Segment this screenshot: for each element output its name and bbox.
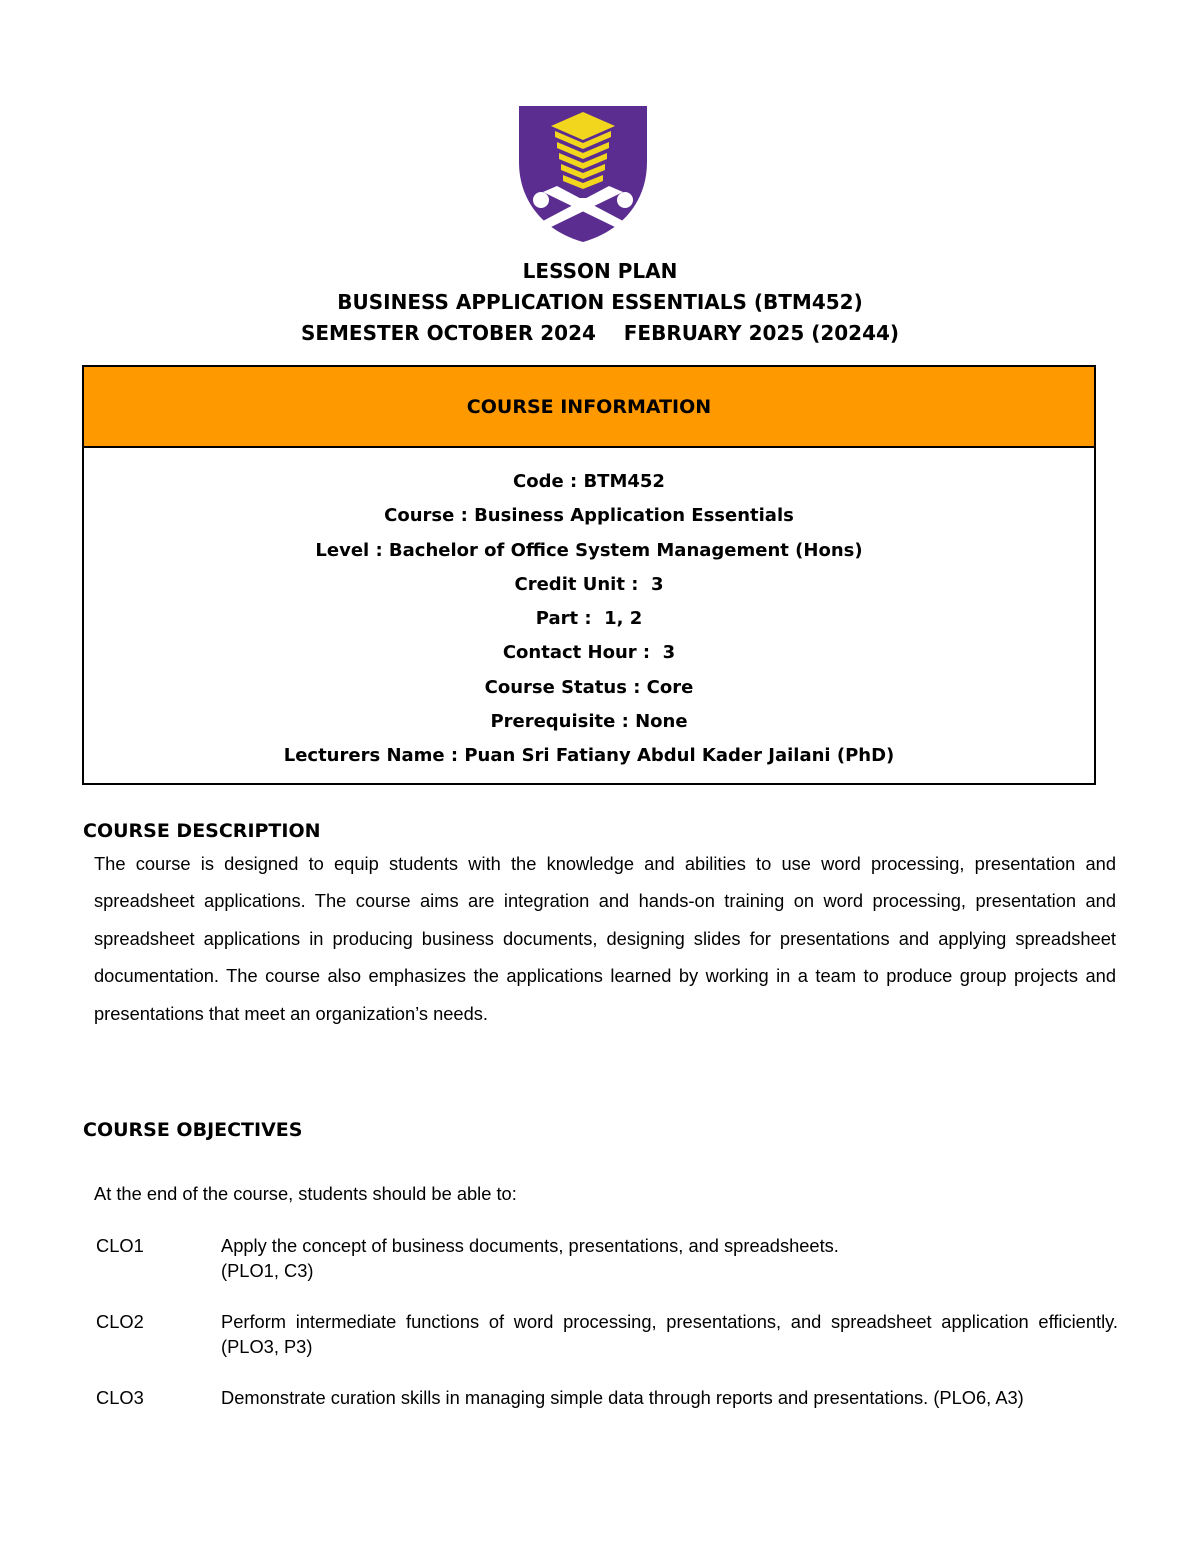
course-code: Code : BTM452 xyxy=(513,471,665,492)
clo-text: Perform intermediate functions of word processing, presentations, and spreadsheet application efficiently. (PLO3, P3) xyxy=(221,1311,1118,1357)
course-description-text: The course is designed to equip students with the knowledge and abilities to use word processing, presentation and spreadsheet applications. The course aims are integration and hands-on training on word processing, presentation and spreadsheet applications in producing business documents, designing slides for presentations and applying spreadsheet documentation. The course also emphasizes the applications learned by working in a team to produce group projects and presentations that meet an organization’s needs. xyxy=(94,853,1116,1024)
clo-item xyxy=(96,1233,1118,1283)
title-line-3: SEMESTER OCTOBER 2024 FEBRUARY 2025 (20244) xyxy=(300,321,900,345)
course-description-heading: COURSE DESCRIPTION xyxy=(83,820,321,842)
course-name: Course : Business Application Essentials xyxy=(384,505,794,527)
lecturer-name: Lecturers Name : Puan Sri Fatiany Abdul Kader Jailani (PhD) xyxy=(283,745,895,767)
lesson-plan-title xyxy=(0,256,1200,349)
clo-code: CLO3 xyxy=(96,1387,144,1408)
clo-reference: (PLO1, C3) xyxy=(221,1260,314,1281)
credit-unit: Credit Unit : 3 xyxy=(514,573,664,595)
course-objectives-heading: COURSE OBJECTIVES xyxy=(83,1119,303,1141)
clo-code: CLO1 xyxy=(96,1235,144,1256)
clo-item xyxy=(96,1385,1118,1410)
clo-code: CLO2 xyxy=(96,1311,144,1332)
course-information-body xyxy=(84,448,1094,774)
clo-description: Apply the concept of business documents, presentations, and spreadsheets. xyxy=(221,1235,839,1256)
course-information-table xyxy=(82,365,1096,785)
title-line-1: LESSON PLAN xyxy=(522,259,678,283)
prerequisite: Prerequisite : None xyxy=(490,711,688,733)
course-status: Course Status : Core xyxy=(484,676,694,698)
title-line-2: BUSINESS APPLICATION ESSENTIALS (BTM452) xyxy=(337,290,863,314)
clo-item xyxy=(96,1309,1118,1359)
contact-hour: Contact Hour : 3 xyxy=(502,642,676,664)
clo-text: Demonstrate curation skills in managing simple data through reports and presentations. (PLO6, A3) xyxy=(221,1387,1024,1408)
university-crest-icon xyxy=(497,82,669,252)
clo-text xyxy=(221,1233,1118,1283)
course-objectives-intro: At the end of the course, students should be able to: xyxy=(94,1183,517,1204)
course-part: Part : 1, 2 xyxy=(535,608,643,630)
course-level: Level : Bachelor of Office System Management (Hons) xyxy=(315,539,863,561)
course-information-heading: COURSE INFORMATION xyxy=(84,367,1094,448)
